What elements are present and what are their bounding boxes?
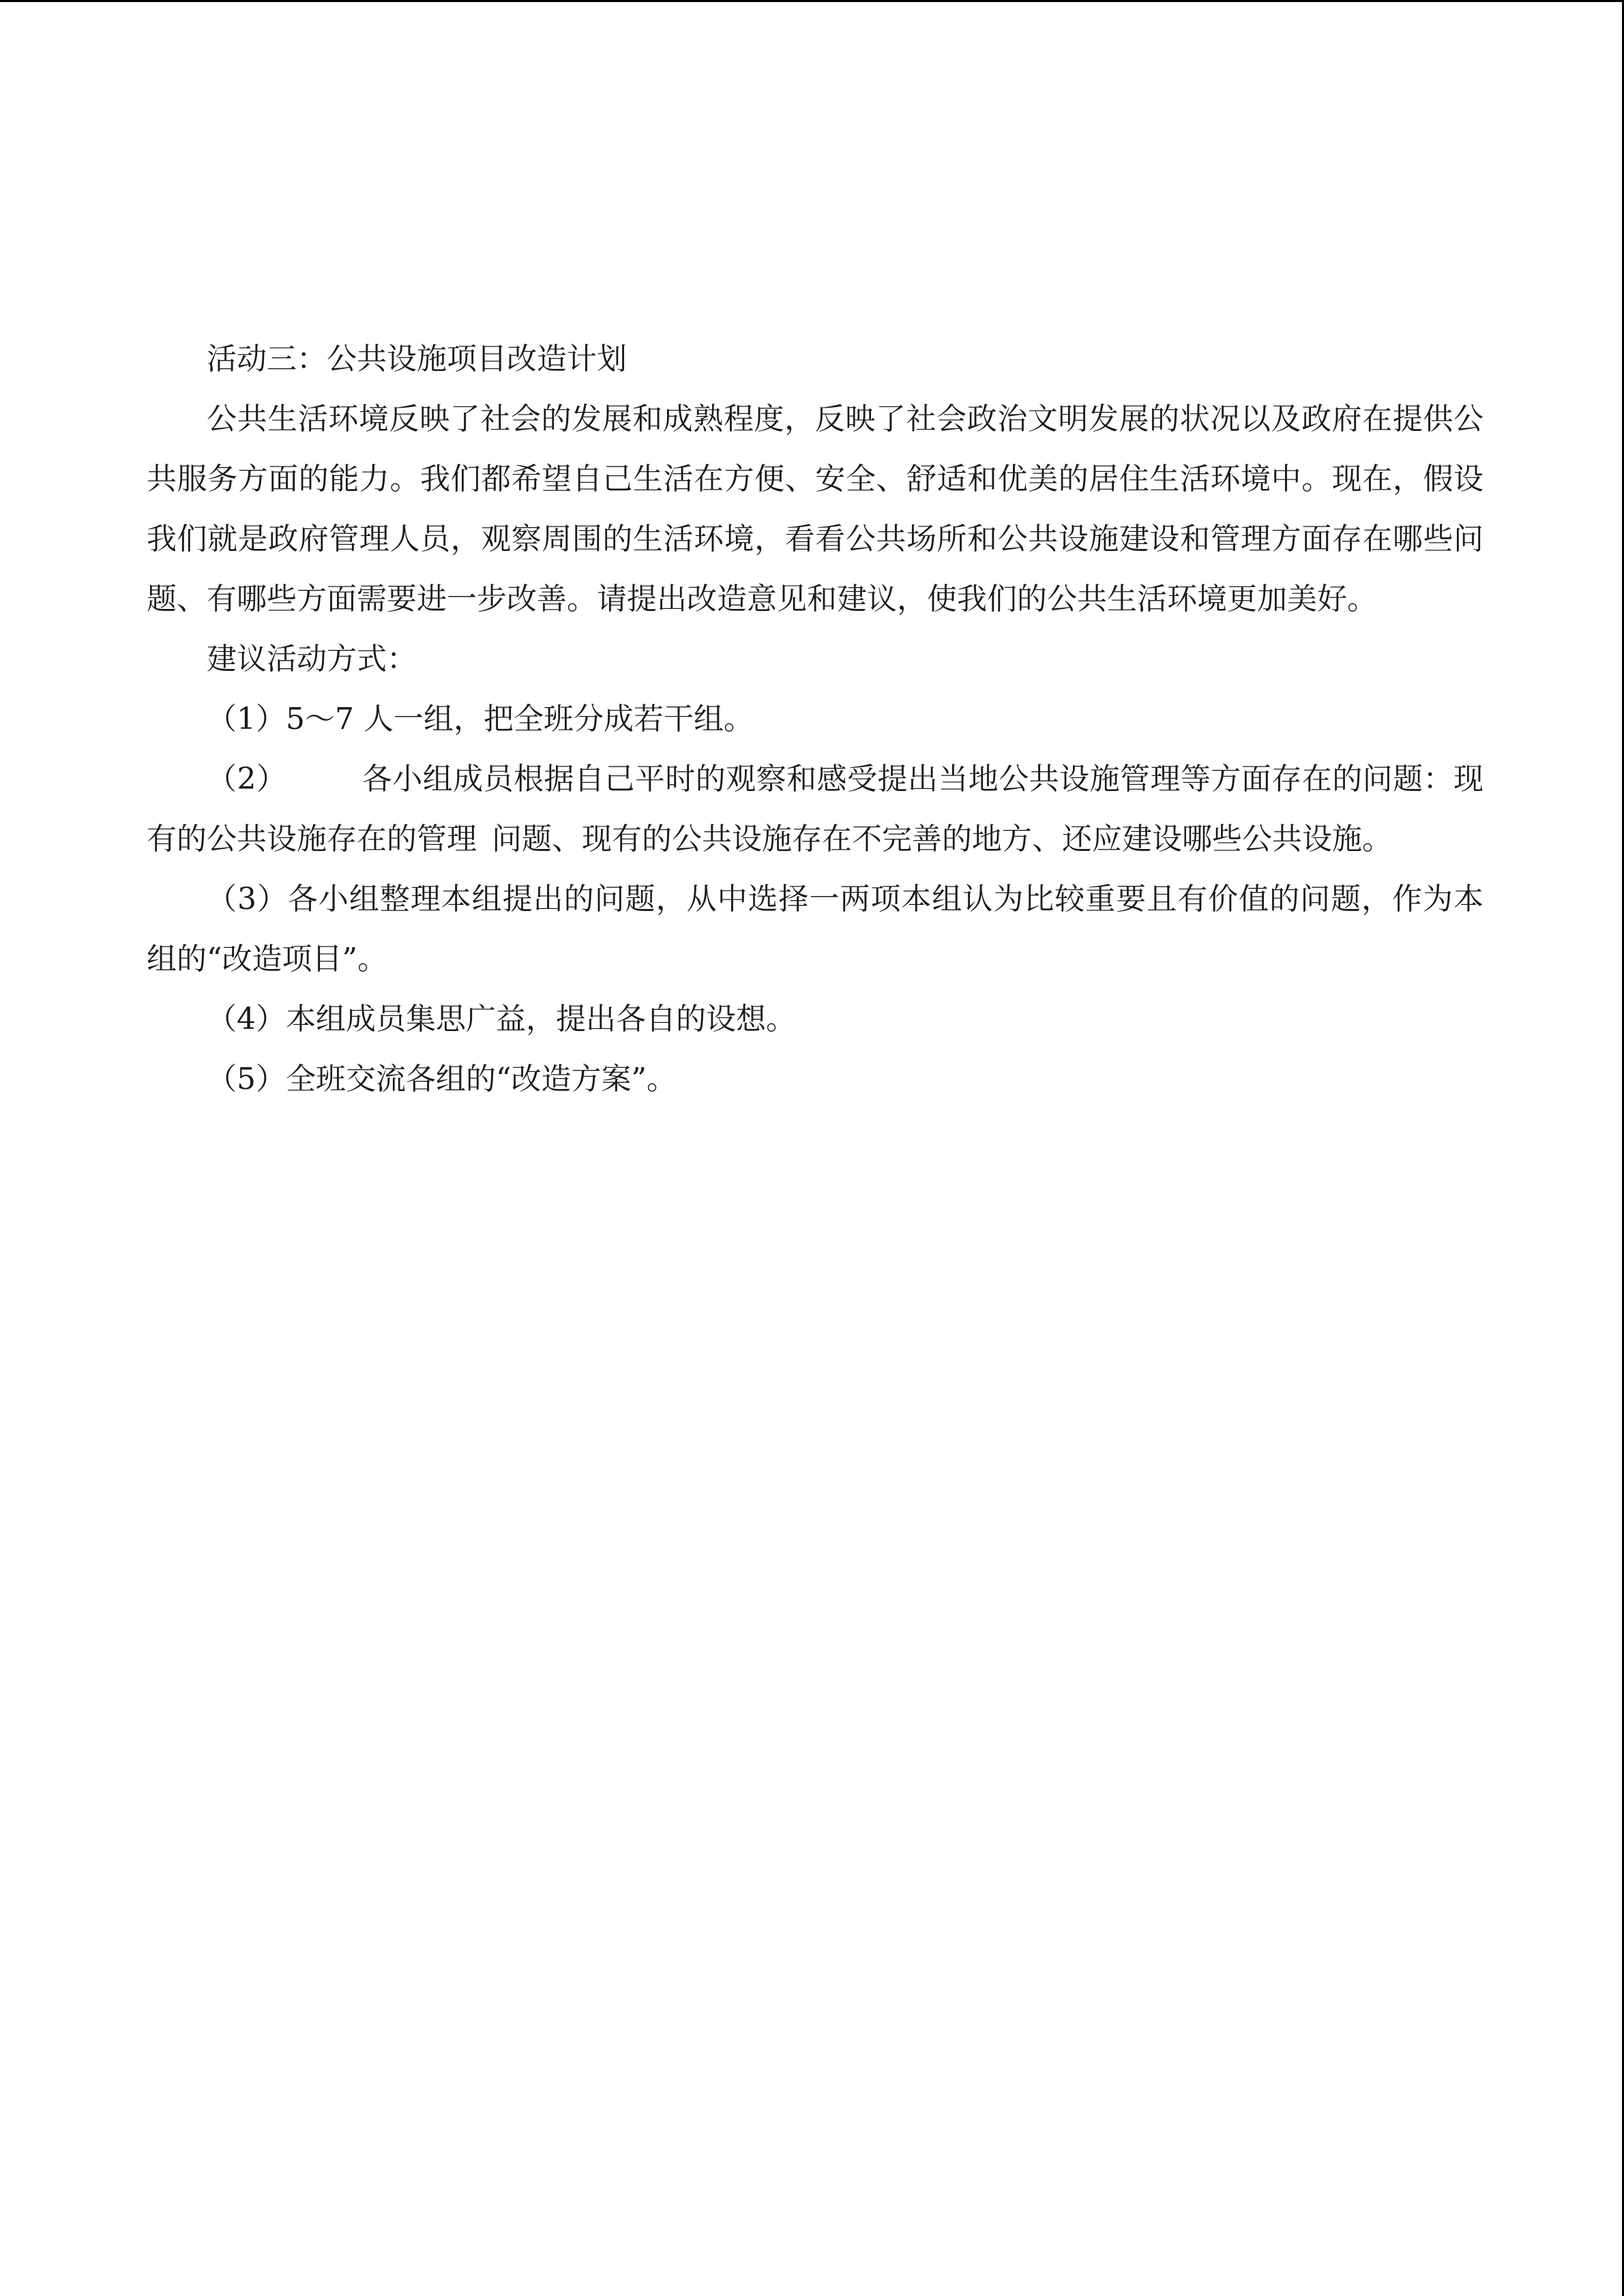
step-5: （5）全班交流各组的“改造方案”。	[207, 1062, 677, 1097]
step-4: （4）本组成员集思广益，提出各自的设想。	[207, 1002, 796, 1037]
step-3: （3）各小组整理本组提出的问题，从中选择一两项本组认为比较重要且有价值的问题，作为本组的“改造项目”。	[147, 882, 1483, 976]
activity-title: 活动三：公共设施项目改造计划	[207, 342, 627, 376]
step-1: （1）5～7 人一组，把全班分成若干组。	[207, 702, 754, 736]
step-2-number: （2）	[207, 762, 287, 796]
intro-paragraph: 公共生活环境反映了社会的发展和成熟程度，反映了社会政治文明发展的状况以及政府在提供公共服务方面的能力。我们都希望自己生活在方便、安全、舒适和优美的居住生活环境中。现在，假设我们就是政府管理人员，观察周围的生活环境，看看公共场所和公共设施建设和管理方面存在哪些问题、有哪些方面需要进一步改善。请提出改造意见和建议，使我们的公共生活环境更加美好。	[147, 402, 1483, 616]
document-body	[147, 329, 1483, 1109]
step-2	[147, 749, 1483, 869]
step-2-text-part1: 各小组成员根据自己平时的观察和感受提出当地公共设施管理等方面存在的问题：现有的公共设施存在的管理	[147, 762, 1484, 856]
step-2-text-part2: 问题、现有的公共设施存在不完善的地方、还应建设哪些公共设施。	[492, 822, 1392, 856]
method-heading: 建议活动方式：	[207, 642, 417, 676]
